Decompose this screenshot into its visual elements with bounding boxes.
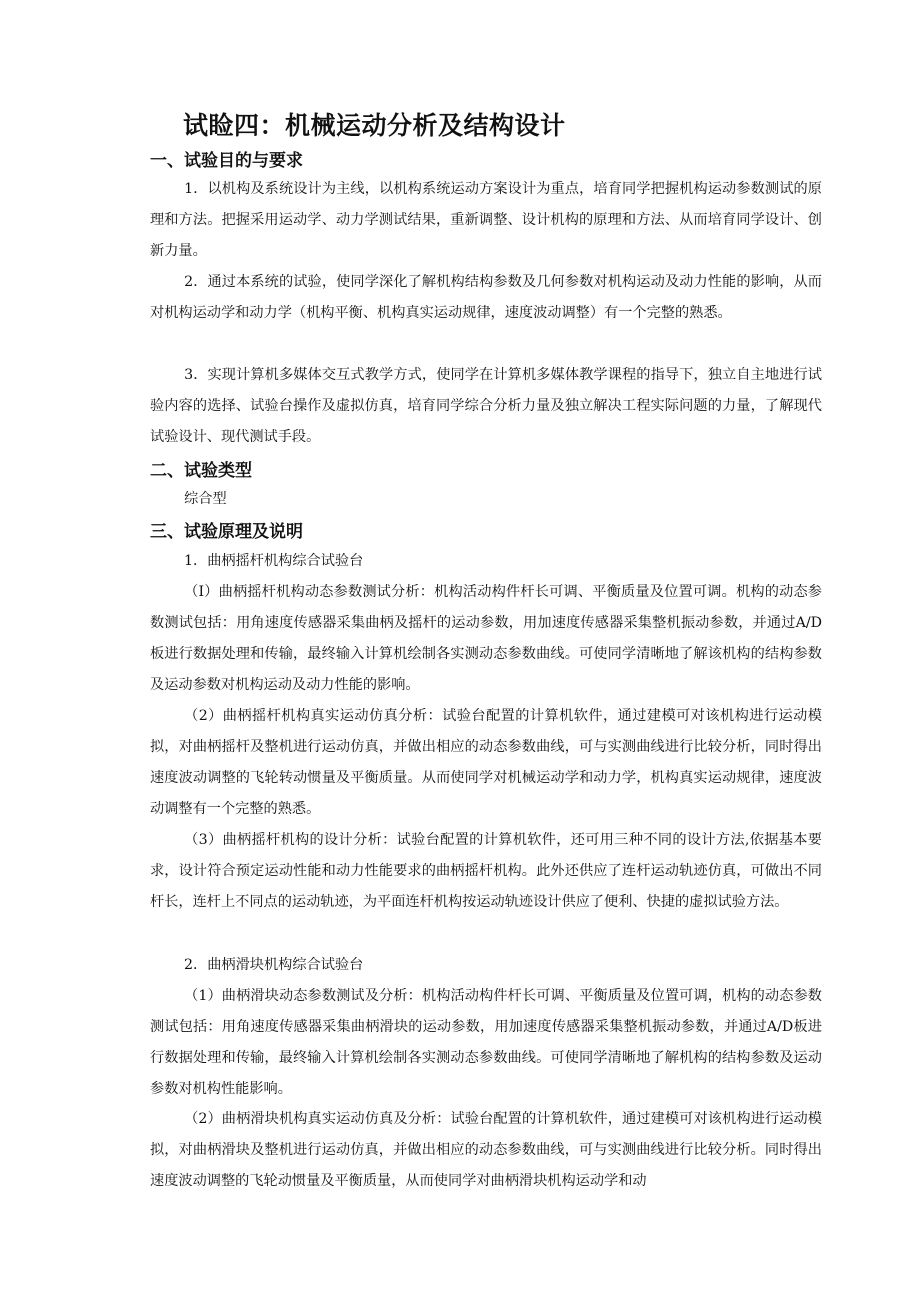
crank-rocker-paragraph-2: （2）曲柄摇杆机构真实运动仿真分析：试验台配置的计算机软件，通过建模可对该机构进行运动模拟，对曲柄摇杆及整机进行运动仿真，并做出相应的动态参数曲线，可与实测曲线进行比较分析，同时得出速度波动调整的飞轮转动惯量及平衡质量。从而使同学对机械运动学和动力学，机构真实运动规律，速度波动调整有一个完整的熟悉。 xyxy=(150,708,822,817)
subsection-title-crank-rocker: 1．曲柄摇杆机构综合试验台 xyxy=(184,553,364,569)
objective-item-3: 3．实现计算机多媒体交互式教学方式，使同学在计算机多媒体教学课程的指导下，独立自主地进行试验内容的选择、试验台操作及虚拟仿真，培育同学综合分析力量及独立解决工程实际问题的力量，了解现代试验设计、现代测试手段。 xyxy=(150,367,822,445)
crank-rocker-paragraph-1: （I）曲柄摇杆机构动态参数测试分析：机构活动构件杆长可调、平衡质量及位置可调。机构的动态参数测试包括：用角速度传感器采集曲柄及摇杆的运动参数，用加速度传感器采集整机振动参数，并通过A/D板进行数据处理和传输，最终输入计算机绘制各实测动态参数曲线。可使同学清晰地了解该机构的结构参数及运动参数对机构运动及动力性能的影响。 xyxy=(150,584,822,693)
subsection-title-crank-slider: 2．曲柄滑块机构综合试验台 xyxy=(184,957,364,973)
document-title: 试睑四：机械运动分析及结构设计 xyxy=(183,111,566,140)
experiment-type-value: 综合型 xyxy=(184,491,227,507)
crank-slider-paragraph-1: （1）曲柄滑块动态参数测试及分析：机构活动构件杆长可调、平衡质量及位置可调，机构的动态参数测试包括：用角速度传感器采集曲柄滑块的运动参数，用加速度传感器采集整机振动参数，并通过A/D板进行数据处理和传输，最终输入计算机绘制各实测动态参数曲线。可使同学清晰地了解机构的结构参数及运动参数对机构性能影响。 xyxy=(150,988,822,1097)
objective-item-2: 2．通过本系统的试验，使同学深化了解机构结构参数及几何参数对机构运动及动力性能的影响，从而对机构运动学和动力学（机构平衡、机构真实运动规律，速度波动调整）有一个完整的熟悉。 xyxy=(150,274,822,321)
crank-rocker-paragraph-3: （3）曲柄摇杆机构的设计分析：试验台配置的计算机软件，还可用三种不同的设计方法,依据基本要求，设计符合预定运动性能和动力性能要求的曲柄摇杆机构。此外还供应了连杆运动轨迹仿真，可做出不同杆长，连杆上不同点的运动轨迹，为平面连杆机构按运动轨迹设计供应了便利、快捷的虚拟试验方法。 xyxy=(150,832,822,910)
section-heading-objectives: 一、试验目的与要求 xyxy=(150,151,303,171)
crank-slider-paragraph-2: （2）曲柄滑块机构真实运动仿真及分析：试验台配置的计算机软件，通过建模可对该机构进行运动模拟，对曲柄滑块及整机进行运动仿真，并做出相应的动态参数曲线，可与实测曲线进行比较分析。同时得出速度波动调整的飞轮动惯量及平衡质量，从而使同学对曲柄滑块机构运动学和动 xyxy=(150,1111,822,1189)
section-heading-type: 二、试验类型 xyxy=(150,461,252,481)
section-heading-principle: 三、试验原理及说明 xyxy=(150,522,303,542)
objective-item-1: 1．以机构及系统设计为主线，以机构系统运动方案设计为重点，培育同学把握机构运动参数测试的原理和方法。把握采用运动学、动力学测试结果，重新调整、设计机构的原理和方法、从而培育同学设计、创新力量。 xyxy=(150,181,822,259)
